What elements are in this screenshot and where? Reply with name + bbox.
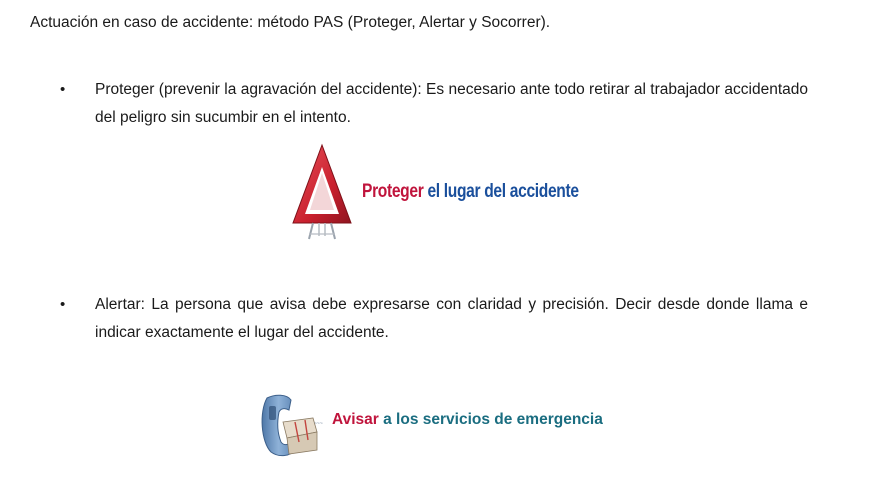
bullet-text-proteger: Proteger (prevenir la agravación del accidente): Es necesario ante todo retirar al trabajador accidentado del peligro sin sucumbir en el intento. bbox=[95, 81, 808, 126]
bullet-text-alertar: Alertar: La persona que avisa debe expresarse con claridad y precisión. Decir desde donde llama e indicar exactamente el lugar del accidente. bbox=[95, 296, 808, 341]
alert-caption-rest: a los servicios de emergencia bbox=[378, 411, 603, 428]
section-heading: Actuación en caso de accidente: método PAS (Proteger, Alertar y Socorrer). bbox=[30, 14, 551, 31]
protect-caption-lead: Proteger bbox=[362, 181, 424, 202]
alert-figure bbox=[250, 392, 670, 462]
protect-caption-rest: el lugar del accidente bbox=[423, 181, 579, 202]
warning-triangle-icon bbox=[289, 143, 355, 243]
alert-caption-lead: Avisar bbox=[332, 411, 379, 428]
protect-caption bbox=[362, 181, 579, 203]
bullet-item-alertar bbox=[60, 291, 808, 346]
bullet-marker: • bbox=[60, 296, 66, 313]
bullet-marker: • bbox=[60, 81, 66, 98]
telephone-icon bbox=[253, 392, 331, 458]
alert-caption bbox=[332, 411, 603, 429]
svg-text:~~~: ~~~ bbox=[314, 421, 323, 427]
protect-figure bbox=[285, 143, 615, 243]
bullet-item-proteger bbox=[60, 76, 808, 131]
